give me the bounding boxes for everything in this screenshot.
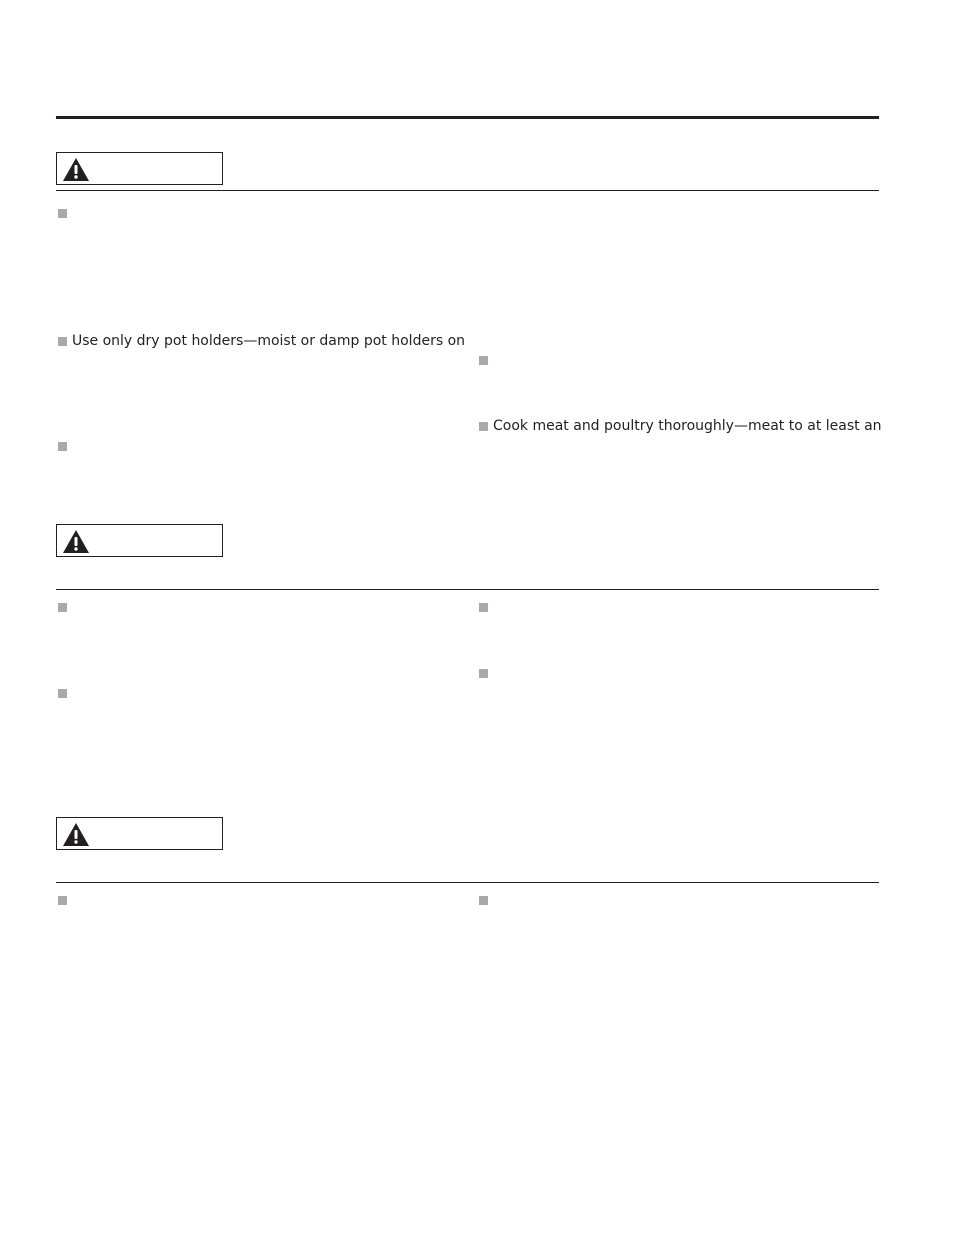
bullet-icon	[58, 209, 67, 218]
warning-triangle-icon	[62, 529, 90, 554]
bullet-icon	[58, 603, 67, 612]
bullet-icon	[479, 669, 488, 678]
section-rule-3	[56, 882, 879, 883]
bullet-icon	[58, 689, 67, 698]
bullet-icon	[479, 896, 488, 905]
header-rule	[56, 116, 879, 119]
list-item-text: Cook meat and poultry thoroughly—meat to at least an	[493, 418, 882, 434]
bullet-icon	[479, 356, 488, 365]
list-item-text: Use only dry pot holders—moist or damp pot holders on	[72, 333, 466, 349]
bullet-icon	[58, 442, 67, 451]
warning-triangle-icon	[62, 157, 90, 182]
bullet-icon	[58, 896, 67, 905]
bullet-icon	[479, 422, 488, 431]
section-rule-2	[56, 589, 879, 590]
warning-triangle-icon	[62, 822, 90, 847]
warning-box-1	[56, 152, 223, 185]
section-rule-1	[56, 190, 879, 191]
warning-box-3	[56, 817, 223, 850]
bullet-icon	[58, 337, 67, 346]
bullet-icon	[479, 603, 488, 612]
warning-box-2	[56, 524, 223, 557]
